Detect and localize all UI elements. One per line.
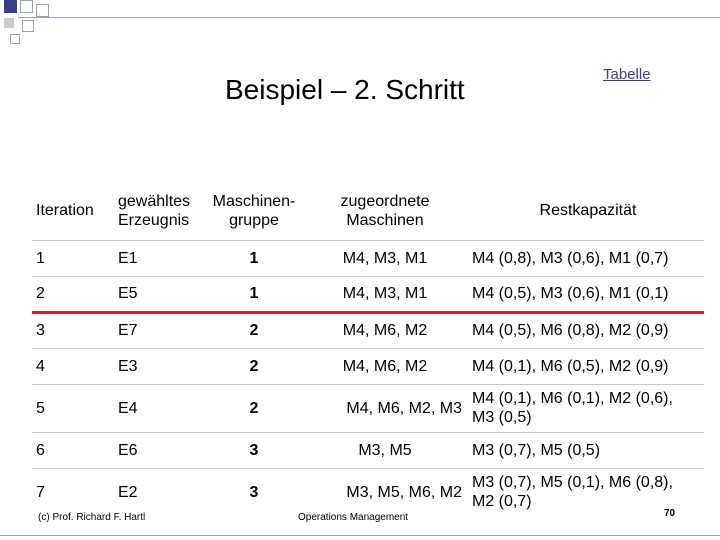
decor-square-1 [4, 0, 17, 13]
table-row [32, 468, 704, 516]
header-iteration: Iteration [36, 202, 94, 220]
cell-machines: M3, M5, M6, M2 [346, 483, 462, 501]
cell-group: 3 [249, 441, 259, 459]
cell-iteration: 4 [36, 357, 45, 375]
capacity-table [32, 182, 704, 516]
cell-product: E3 [118, 357, 138, 375]
cell-group: 3 [249, 483, 259, 501]
cell-machines: M4, M6, M2, M3 [346, 399, 462, 417]
header-assigned-line2: Maschinen [346, 211, 424, 229]
cell-machines: M4, M3, M1 [342, 249, 428, 267]
cell-product: E1 [118, 249, 138, 267]
decor-square-5 [22, 20, 34, 32]
header-machine-group [204, 182, 304, 240]
footer-copyright: (c) Prof. Richard F. Hartl [38, 512, 146, 523]
table-row [32, 312, 704, 348]
footer-course: Operations Management [298, 512, 409, 523]
decor-square-6 [10, 34, 20, 44]
cell-capacity: M4 (0,1), M6 (0,1), M2 (0,6), M3 (0,5) [472, 390, 673, 426]
cell-iteration: 6 [36, 441, 45, 459]
header-group-line2: gruppe [229, 211, 279, 229]
slide-title: Beispiel – 2. Schritt [225, 74, 465, 105]
header-product-line1: gewähltes [118, 192, 191, 210]
cell-group: 2 [249, 357, 259, 375]
header-assigned [304, 182, 466, 240]
decor-square-4 [4, 18, 14, 28]
table-header-row [32, 182, 704, 240]
cell-capacity: M3 (0,7), M5 (0,1), M6 (0,8), M2 (0,7) [472, 474, 673, 511]
header-product [112, 182, 204, 240]
header-remaining: Restkapazität [539, 202, 637, 220]
table-row [32, 384, 704, 432]
cell-capacity: M3 (0,7), M5 (0,5) [472, 441, 601, 459]
cell-group: 1 [249, 249, 259, 267]
cell-group: 1 [249, 285, 259, 302]
table-row [32, 240, 704, 276]
cell-iteration: 5 [36, 399, 45, 417]
cell-capacity: M4 (0,5), M3 (0,6), M1 (0,1) [472, 285, 669, 302]
cell-machines: M4, M3, M1 [342, 285, 428, 302]
table-row [32, 348, 704, 384]
table-row [32, 276, 704, 312]
cell-capacity: M4 (0,8), M3 (0,6), M1 (0,7) [472, 249, 669, 267]
footer-rule [0, 535, 720, 536]
header-assigned-line1: zugeordnete [340, 192, 430, 210]
cell-product: E4 [118, 399, 138, 417]
header-product-line2: Erzeugnis [118, 211, 190, 229]
header-rule [18, 17, 720, 18]
decor-square-2 [20, 0, 33, 13]
header-group-line1: Maschinen- [212, 192, 296, 210]
decor-square-3 [36, 4, 49, 17]
cell-group: 2 [249, 322, 259, 339]
cell-capacity: M4 (0,1), M6 (0,5), M2 (0,9) [472, 357, 669, 375]
cell-product: E5 [118, 285, 138, 302]
cell-iteration: 1 [36, 249, 45, 267]
page-number: 70 [664, 508, 676, 519]
cell-iteration: 3 [36, 322, 45, 339]
cell-machines: M3, M5 [358, 441, 412, 459]
table-row [32, 432, 704, 468]
cell-iteration: 2 [36, 285, 45, 302]
tabelle-link[interactable]: Tabelle [603, 66, 651, 83]
cell-group: 2 [249, 399, 259, 417]
cell-capacity: M4 (0,5), M6 (0,8), M2 (0,9) [472, 322, 669, 339]
cell-product: E7 [118, 322, 138, 339]
cell-product: E2 [118, 483, 138, 501]
cell-machines: M4, M6, M2 [342, 322, 428, 339]
cell-product: E6 [118, 441, 138, 459]
cell-iteration: 7 [36, 483, 45, 501]
cell-machines: M4, M6, M2 [342, 357, 428, 375]
